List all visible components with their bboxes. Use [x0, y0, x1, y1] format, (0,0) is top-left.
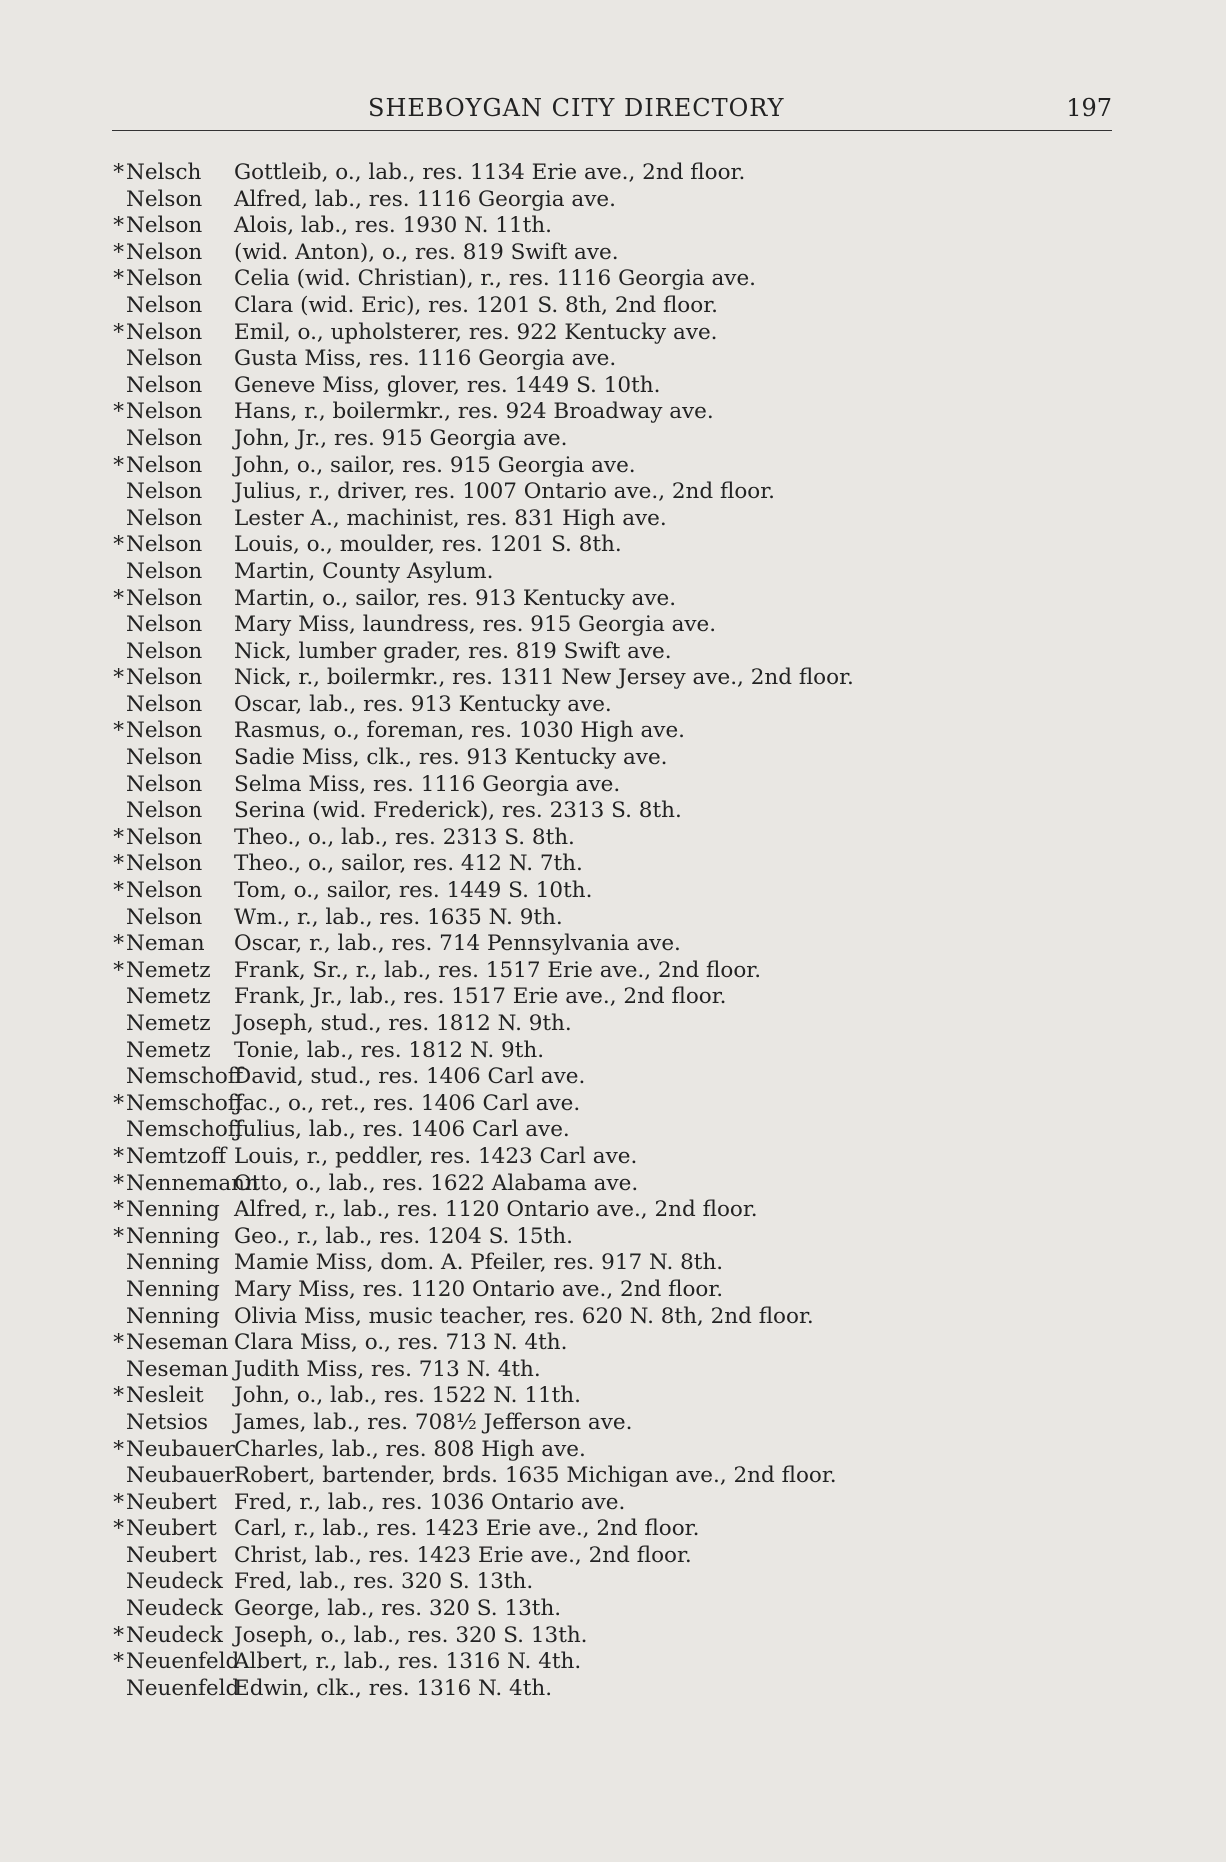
- directory-entry: [104, 984, 1204, 1011]
- entry-surname: Nemetz: [126, 984, 211, 1010]
- owner-mark: *: [113, 585, 124, 611]
- entry-surname: Neubert: [126, 1516, 217, 1542]
- entry-detail: Fred, lab., res. 320 S. 13th.: [234, 1569, 534, 1595]
- entry-surname: Nelson: [126, 425, 203, 451]
- entry-surname: Nelson: [126, 691, 203, 717]
- entry-detail: John, o., lab., res. 1522 N. 11th.: [234, 1383, 581, 1409]
- entry-surname: Nennemann: [126, 1170, 259, 1196]
- entry-detail: Olivia Miss, music teacher, res. 620 N. 8th, 2nd floor.: [234, 1303, 814, 1329]
- owner-mark: *: [113, 452, 124, 478]
- entry-surname: Nelson: [126, 213, 203, 239]
- entry-detail: Louis, r., peddler, res. 1423 Carl ave.: [234, 1143, 638, 1169]
- directory-entry: [104, 426, 1204, 453]
- entry-surname: Nelson: [126, 452, 203, 478]
- directory-entry: [104, 851, 1204, 878]
- directory-entry: [104, 506, 1204, 533]
- entry-surname: Nemetz: [126, 1011, 211, 1036]
- directory-entry: [104, 1171, 1204, 1198]
- entry-detail: Gusta Miss, res. 1116 Georgia ave.: [234, 346, 617, 372]
- owner-mark: *: [113, 851, 124, 877]
- owner-mark: *: [113, 160, 124, 185]
- entry-detail: Carl, r., lab., res. 1423 Erie ave., 2nd floor.: [234, 1516, 700, 1542]
- entry-detail: Geneve Miss, glover, res. 1449 S. 10th.: [234, 372, 661, 398]
- owner-mark: *: [113, 399, 124, 425]
- entry-surname: Neubert: [126, 1542, 217, 1568]
- entry-detail: Sadie Miss, clk., res. 913 Kentucky ave.: [234, 745, 668, 771]
- entry-surname: Neuenfeld: [126, 1675, 240, 1701]
- entry-detail: Lester A., machinist, res. 831 High ave.: [234, 505, 667, 531]
- entry-surname: Nelson: [126, 718, 203, 744]
- entry-surname: Nelson: [126, 878, 203, 904]
- entry-detail: Mary Miss, laundress, res. 915 Georgia ave.: [234, 612, 717, 638]
- entry-detail: Louis, o., moulder, res. 1201 S. 8th.: [234, 532, 622, 558]
- entry-surname: Neubert: [126, 1489, 217, 1515]
- owner-mark: *: [113, 1622, 124, 1648]
- directory-entry: [104, 905, 1204, 932]
- directory-entry: [104, 240, 1204, 267]
- entry-detail: Frank, Jr., lab., res. 1517 Erie ave., 2nd floor.: [234, 984, 727, 1010]
- directory-entry: [104, 825, 1204, 852]
- directory-entry: [104, 1463, 1204, 1490]
- entry-surname: Nelson: [126, 904, 203, 930]
- owner-mark: *: [113, 1330, 124, 1356]
- directory-entry: [104, 931, 1204, 958]
- entry-detail: Clara Miss, o., res. 713 N. 4th.: [234, 1330, 568, 1356]
- owner-mark: *: [113, 1436, 124, 1462]
- entry-surname: Nelsch: [126, 160, 202, 185]
- directory-entry: [104, 1144, 1204, 1171]
- directory-entry: [104, 612, 1204, 639]
- directory-entry: [104, 1676, 1204, 1703]
- directory-entry: [104, 266, 1204, 293]
- directory-entry: [104, 1437, 1204, 1464]
- entry-detail: Oscar, lab., res. 913 Kentucky ave.: [234, 691, 612, 717]
- directory-entry: [104, 772, 1204, 799]
- entry-surname: Nelson: [126, 505, 203, 531]
- entry-surname: Nelson: [126, 612, 203, 638]
- directory-entry: [104, 187, 1204, 214]
- directory-entry: [104, 639, 1204, 666]
- entry-surname: Nenning: [126, 1223, 220, 1249]
- directory-entry: [104, 1543, 1204, 1570]
- entry-surname: Nelson: [126, 346, 203, 372]
- entry-surname: Nelson: [126, 824, 203, 850]
- entry-detail: Clara (wid. Eric), res. 1201 S. 8th, 2nd floor.: [234, 292, 718, 318]
- directory-entry: [104, 1516, 1204, 1543]
- directory-entry: [104, 878, 1204, 905]
- entry-detail: Theo., o., lab., res. 2313 S. 8th.: [234, 824, 575, 850]
- owner-mark: *: [113, 1649, 124, 1675]
- directory-entry: [104, 1277, 1204, 1304]
- owner-mark: *: [113, 213, 124, 239]
- directory-entry: [104, 1357, 1204, 1384]
- owner-mark: *: [113, 1489, 124, 1515]
- entry-surname: Nenning: [126, 1197, 220, 1223]
- entry-surname: Nenning: [126, 1303, 220, 1329]
- directory-entry: [104, 479, 1204, 506]
- entry-detail: Christ, lab., res. 1423 Erie ave., 2nd floor.: [234, 1542, 692, 1568]
- entry-surname: Neseman: [126, 1330, 229, 1356]
- entry-surname: Nelson: [126, 292, 203, 318]
- header-rule: [112, 130, 1112, 131]
- directory-entry: [104, 293, 1204, 320]
- entry-surname: Nemetz: [126, 1037, 211, 1063]
- entry-detail: Julius, lab., res. 1406 Carl ave.: [234, 1117, 570, 1143]
- directory-entry: [104, 399, 1204, 426]
- entry-detail: Martin, o., sailor, res. 913 Kentucky ave.: [234, 585, 677, 611]
- directory-entry: [104, 1569, 1204, 1596]
- entry-detail: Nick, lumber grader, res. 819 Swift ave.: [234, 638, 672, 664]
- entry-detail: Joseph, o., lab., res. 320 S. 13th.: [234, 1622, 588, 1648]
- entry-detail: Albert, r., lab., res. 1316 N. 4th.: [234, 1649, 582, 1675]
- directory-entry: [104, 1304, 1204, 1331]
- directory-entry: [104, 1410, 1204, 1437]
- entry-surname: Nelson: [126, 532, 203, 558]
- entry-detail: Robert, bartender, brds. 1635 Michigan ave., 2nd floor.: [234, 1463, 837, 1489]
- entry-surname: Nelson: [126, 479, 203, 505]
- entry-surname: Nenning: [126, 1250, 220, 1276]
- entry-detail: Geo., r., lab., res. 1204 S. 15th.: [234, 1223, 573, 1249]
- directory-entry: [104, 1383, 1204, 1410]
- directory-entry: [104, 1011, 1204, 1038]
- entry-detail: Hans, r., boilermkr., res. 924 Broadway ave.: [234, 399, 714, 425]
- entry-detail: Tom, o., sailor, res. 1449 S. 10th.: [234, 878, 593, 904]
- entry-surname: Nemschoff: [126, 1064, 244, 1090]
- owner-mark: *: [113, 1197, 124, 1223]
- entry-detail: Alfred, r., lab., res. 1120 Ontario ave., 2nd floor.: [234, 1197, 758, 1223]
- entry-surname: Nelson: [126, 851, 203, 877]
- owner-mark: *: [113, 1383, 124, 1409]
- entry-surname: Nelson: [126, 665, 203, 691]
- directory-entry: [104, 532, 1204, 559]
- entry-detail: Celia (wid. Christian), r., res. 1116 Georgia ave.: [234, 266, 757, 292]
- entry-detail: Julius, r., driver, res. 1007 Ontario ave., 2nd floor.: [234, 479, 775, 505]
- entry-surname: Nelson: [126, 558, 203, 584]
- entry-detail: Martin, County Asylum.: [234, 558, 494, 584]
- entry-detail: Nick, r., boilermkr., res. 1311 New Jersey ave., 2nd floor.: [234, 665, 854, 691]
- owner-mark: *: [113, 665, 124, 691]
- entry-detail: Gottleib, o., lab., res. 1134 Erie ave., 2nd floor.: [234, 160, 746, 185]
- directory-entry: [104, 798, 1204, 825]
- page-header: [112, 92, 1112, 132]
- entry-detail: David, stud., res. 1406 Carl ave.: [234, 1064, 586, 1090]
- entry-detail: Rasmus, o., foreman, res. 1030 High ave.: [234, 718, 686, 744]
- directory-entry: [104, 586, 1204, 613]
- entry-list: [104, 160, 1204, 1702]
- directory-entry: [104, 320, 1204, 347]
- entry-surname: Neman: [126, 931, 205, 957]
- entry-detail: Selma Miss, res. 1116 Georgia ave.: [234, 771, 621, 797]
- directory-entry: [104, 1596, 1204, 1623]
- entry-surname: Nelson: [126, 186, 203, 212]
- entry-detail: Mary Miss, res. 1120 Ontario ave., 2nd floor.: [234, 1276, 724, 1302]
- entry-detail: Jac., o., ret., res. 1406 Carl ave.: [234, 1090, 581, 1116]
- entry-surname: Netsios: [126, 1409, 209, 1435]
- entry-detail: Emil, o., upholsterer, res. 922 Kentucky ave.: [234, 319, 718, 345]
- entry-surname: Neubauer: [126, 1436, 235, 1462]
- directory-entry: [104, 718, 1204, 745]
- directory-entry: [104, 1038, 1204, 1065]
- entry-surname: Nemschoff: [126, 1117, 244, 1143]
- directory-entry: [104, 1197, 1204, 1224]
- entry-detail: Joseph, stud., res. 1812 N. 9th.: [234, 1011, 572, 1036]
- directory-entry: [104, 1250, 1204, 1277]
- entry-surname: Nelson: [126, 266, 203, 292]
- entry-detail: Frank, Sr., r., lab., res. 1517 Erie ave., 2nd floor.: [234, 957, 762, 983]
- directory-entry: [104, 559, 1204, 586]
- owner-mark: *: [113, 532, 124, 558]
- directory-entry: [104, 1091, 1204, 1118]
- directory-entry: [104, 1117, 1204, 1144]
- entry-surname: Nelson: [126, 319, 203, 345]
- entry-detail: John, Jr., res. 915 Georgia ave.: [234, 425, 568, 451]
- owner-mark: *: [113, 1143, 124, 1169]
- directory-entry: [104, 1490, 1204, 1517]
- entry-surname: Nelson: [126, 239, 203, 265]
- entry-detail: George, lab., res. 320 S. 13th.: [234, 1596, 562, 1622]
- directory-entry: [104, 1224, 1204, 1251]
- directory-entry: [104, 958, 1204, 985]
- owner-mark: *: [113, 931, 124, 957]
- entry-detail: Otto, o., lab., res. 1622 Alabama ave.: [234, 1170, 639, 1196]
- directory-entry: [104, 213, 1204, 240]
- entry-surname: Nelson: [126, 798, 203, 824]
- directory-entry: [104, 1649, 1204, 1676]
- entry-detail: Wm., r., lab., res. 1635 N. 9th.: [234, 904, 563, 930]
- entry-detail: Theo., o., sailor, res. 412 N. 7th.: [234, 851, 583, 877]
- directory-entry: [104, 692, 1204, 719]
- entry-detail: Fred, r., lab., res. 1036 Ontario ave.: [234, 1489, 626, 1515]
- entry-detail: James, lab., res. 708½ Jefferson ave.: [234, 1409, 633, 1435]
- page-number: 197: [1066, 94, 1112, 122]
- directory-entry: [104, 1064, 1204, 1091]
- owner-mark: *: [113, 319, 124, 345]
- directory-entry: [104, 665, 1204, 692]
- directory-entry: [104, 373, 1204, 400]
- directory-entry: [104, 346, 1204, 373]
- entry-surname: Neseman: [126, 1356, 229, 1382]
- entry-detail: Judith Miss, res. 713 N. 4th.: [234, 1356, 541, 1382]
- owner-mark: *: [113, 266, 124, 292]
- owner-mark: *: [113, 878, 124, 904]
- owner-mark: *: [113, 1170, 124, 1196]
- entry-surname: Nelson: [126, 372, 203, 398]
- entry-detail: Alois, lab., res. 1930 N. 11th.: [234, 213, 552, 239]
- entry-surname: Nelson: [126, 745, 203, 771]
- running-title: SHEBOYGAN CITY DIRECTORY: [368, 94, 785, 122]
- entry-surname: Nelson: [126, 771, 203, 797]
- entry-surname: Neuenfeld: [126, 1649, 240, 1675]
- owner-mark: *: [113, 1223, 124, 1249]
- entry-surname: Neubauer: [126, 1463, 235, 1489]
- directory-entry: [104, 1330, 1204, 1357]
- owner-mark: *: [113, 239, 124, 265]
- directory-entry: [104, 1623, 1204, 1650]
- owner-mark: *: [113, 824, 124, 850]
- entry-detail: John, o., sailor, res. 915 Georgia ave.: [234, 452, 636, 478]
- entry-surname: Nemschoff: [126, 1090, 244, 1116]
- entry-detail: Tonie, lab., res. 1812 N. 9th.: [234, 1037, 545, 1063]
- entry-detail: Oscar, r., lab., res. 714 Pennsylvania ave.: [234, 931, 681, 957]
- entry-detail: Charles, lab., res. 808 High ave.: [234, 1436, 586, 1462]
- entry-surname: Nesleit: [126, 1383, 204, 1409]
- owner-mark: *: [113, 1090, 124, 1116]
- directory-entry: [104, 160, 1204, 187]
- entry-surname: Nemtzoff: [126, 1143, 227, 1169]
- entry-detail: (wid. Anton), o., res. 819 Swift ave.: [234, 239, 619, 265]
- entry-surname: Nelson: [126, 638, 203, 664]
- directory-entry: [104, 745, 1204, 772]
- entry-surname: Neudeck: [126, 1622, 223, 1648]
- entry-surname: Nelson: [126, 585, 203, 611]
- entry-detail: Alfred, lab., res. 1116 Georgia ave.: [234, 186, 616, 212]
- entry-surname: Nemetz: [126, 957, 211, 983]
- owner-mark: *: [113, 718, 124, 744]
- directory-entry: [104, 453, 1204, 480]
- entry-surname: Neudeck: [126, 1596, 223, 1622]
- entry-detail: Serina (wid. Frederick), res. 2313 S. 8th.: [234, 798, 682, 824]
- entry-surname: Nenning: [126, 1276, 220, 1302]
- entry-surname: Nelson: [126, 399, 203, 425]
- owner-mark: *: [113, 1516, 124, 1542]
- entry-surname: Neudeck: [126, 1569, 223, 1595]
- entry-detail: Edwin, clk., res. 1316 N. 4th.: [234, 1675, 553, 1701]
- owner-mark: *: [113, 957, 124, 983]
- entry-detail: Mamie Miss, dom. A. Pfeiler, res. 917 N. 8th.: [234, 1250, 724, 1276]
